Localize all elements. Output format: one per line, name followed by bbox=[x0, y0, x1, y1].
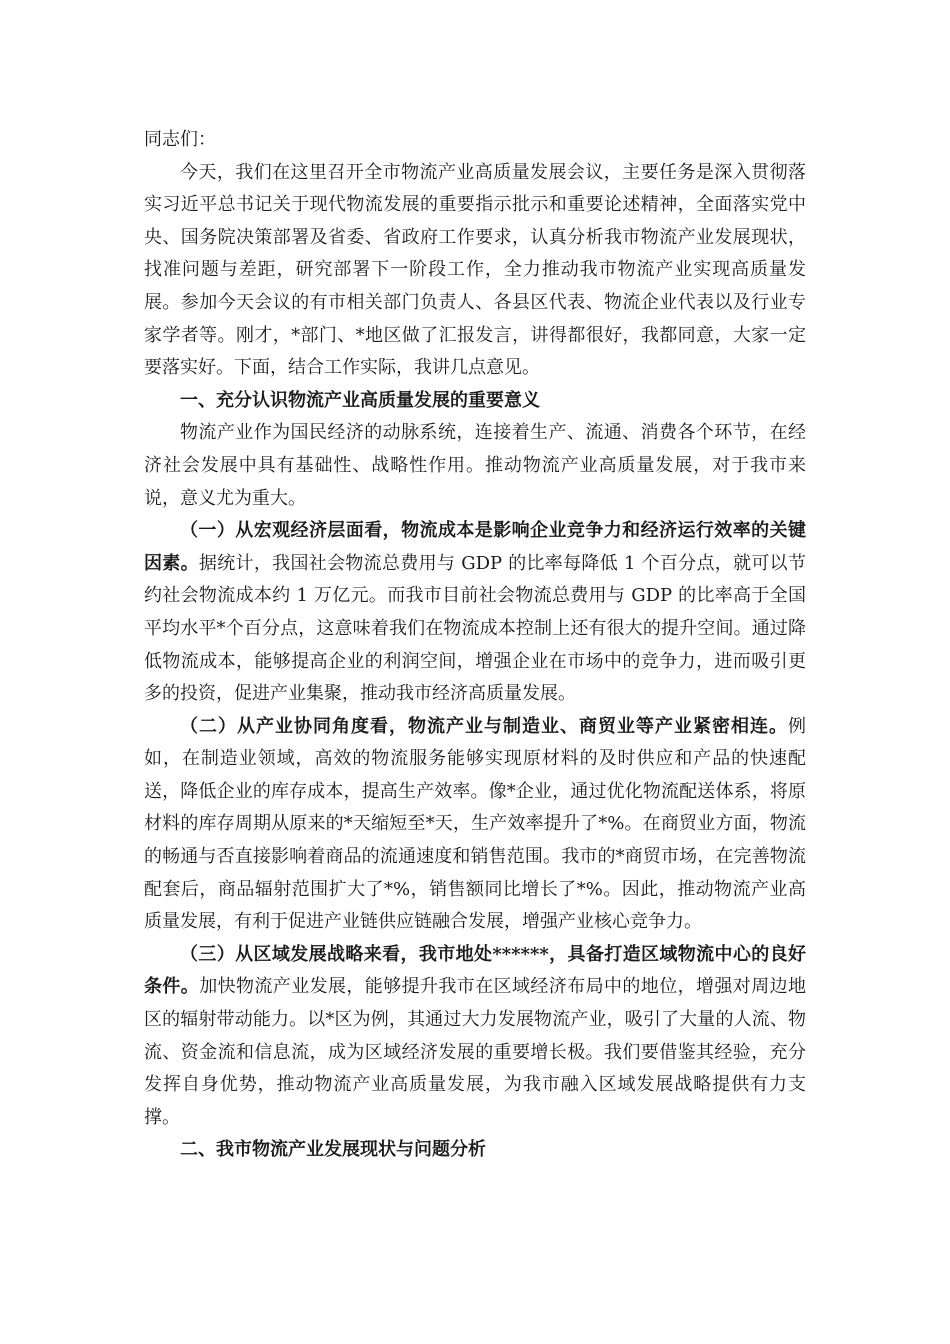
point-paragraph-3 bbox=[144, 939, 806, 1135]
section-heading-2: 二、我市物流产业发展现状与问题分析 bbox=[180, 1139, 486, 1161]
point-body-3: 加快物流产业发展，能够提升我市在区域经济布局中的地位，增强对周边地区的辐射带动能力。以*区为例，其通过大力发展物流产业，吸引了大量的人流、物流、资金流和信息流，成为区域经济发展的重要增长极。我们要借鉴其经验，充分发挥自身优势，推动物流产业高质量发展，为我市融入区域发展战略提供有力支撑。 bbox=[144, 976, 806, 1128]
section1-intro-paragraph: 物流产业作为国民经济的动脉系统，连接着生产、流通、消费各个环节，在经济社会发展中具有基础性、战略性作用。推动物流产业高质量发展，对于我市来说，意义尤为重大。 bbox=[144, 422, 806, 509]
section-heading-1: 一、充分认识物流产业高质量发展的重要意义 bbox=[180, 389, 540, 411]
point-lead-3: （三）从区域发展战略来看，我市地处******，具备打造区域物流中心的良好条件。 bbox=[144, 943, 806, 998]
point-paragraph-1 bbox=[144, 515, 806, 711]
point-lead-2: （二）从产业协同角度看，物流产业与制造业、商贸业等产业紧密相连。 bbox=[180, 715, 788, 737]
point-body-1: 据统计，我国社会物流总费用与 GDP 的比率每降低 1 个百分点，就可以节约社会物流成本约 1 万亿元。而我市目前社会物流总费用与 GDP 的比率高于全国平均水平*个百分点，这意味着我们在物流成本控制上还有很大的提升空间。通过降低物流成本，能够提高企业的利润空间，增强企业在市场中的竞争力，进而吸引更多的投资，促进产业集聚，推动我市经济高质量发展。 bbox=[144, 552, 806, 705]
point-lead-1: （一）从宏观经济层面看，物流成本是影响企业竞争力和经济运行效率的关键因素。 bbox=[144, 520, 806, 574]
intro-paragraph: 今天，我们在这里召开全市物流产业高质量发展会议，主要任务是深入贯彻落实习近平总书记关于现代物流发展的重要指示批示和重要论述精神，全面落实党中央、国务院决策部署及省委、省政府工作要求，认真分析我市物流产业发展现状，找准问题与差距，研究部署下一阶段工作，全力推动我市物流产业实现高质量发展。参加今天会议的有市相关部门负责人、各县区代表、物流企业代表以及行业专家学者等。刚才，*部门、*地区做了汇报发言，讲得都很好，我都同意，大家一定要落实好。下面，结合工作实际，我讲几点意见。 bbox=[144, 161, 806, 379]
document-body bbox=[144, 124, 806, 1167]
point-paragraph-2 bbox=[144, 711, 806, 939]
point-body-2: 例如，在制造业领域，高效的物流服务能够实现原材料的及时供应和产品的快速配送，降低企业的库存成本，提高生产效率。像*企业，通过优化物流配送体系，将原材料的库存周期从原来的*天缩短至*天，生产效率提升了*%。在商贸业方面，物流的畅通与否直接影响着商品的流通速度和销售范围。我市的*商贸市场，在完善物流配套后，商品辐射范围扩大了*%，销售额同比增长了*%。因此，推动物流产业高质量发展，有利于促进产业链供应链融合发展，增强产业核心竞争力。 bbox=[144, 715, 806, 933]
salutation: 同志们： bbox=[144, 129, 216, 150]
